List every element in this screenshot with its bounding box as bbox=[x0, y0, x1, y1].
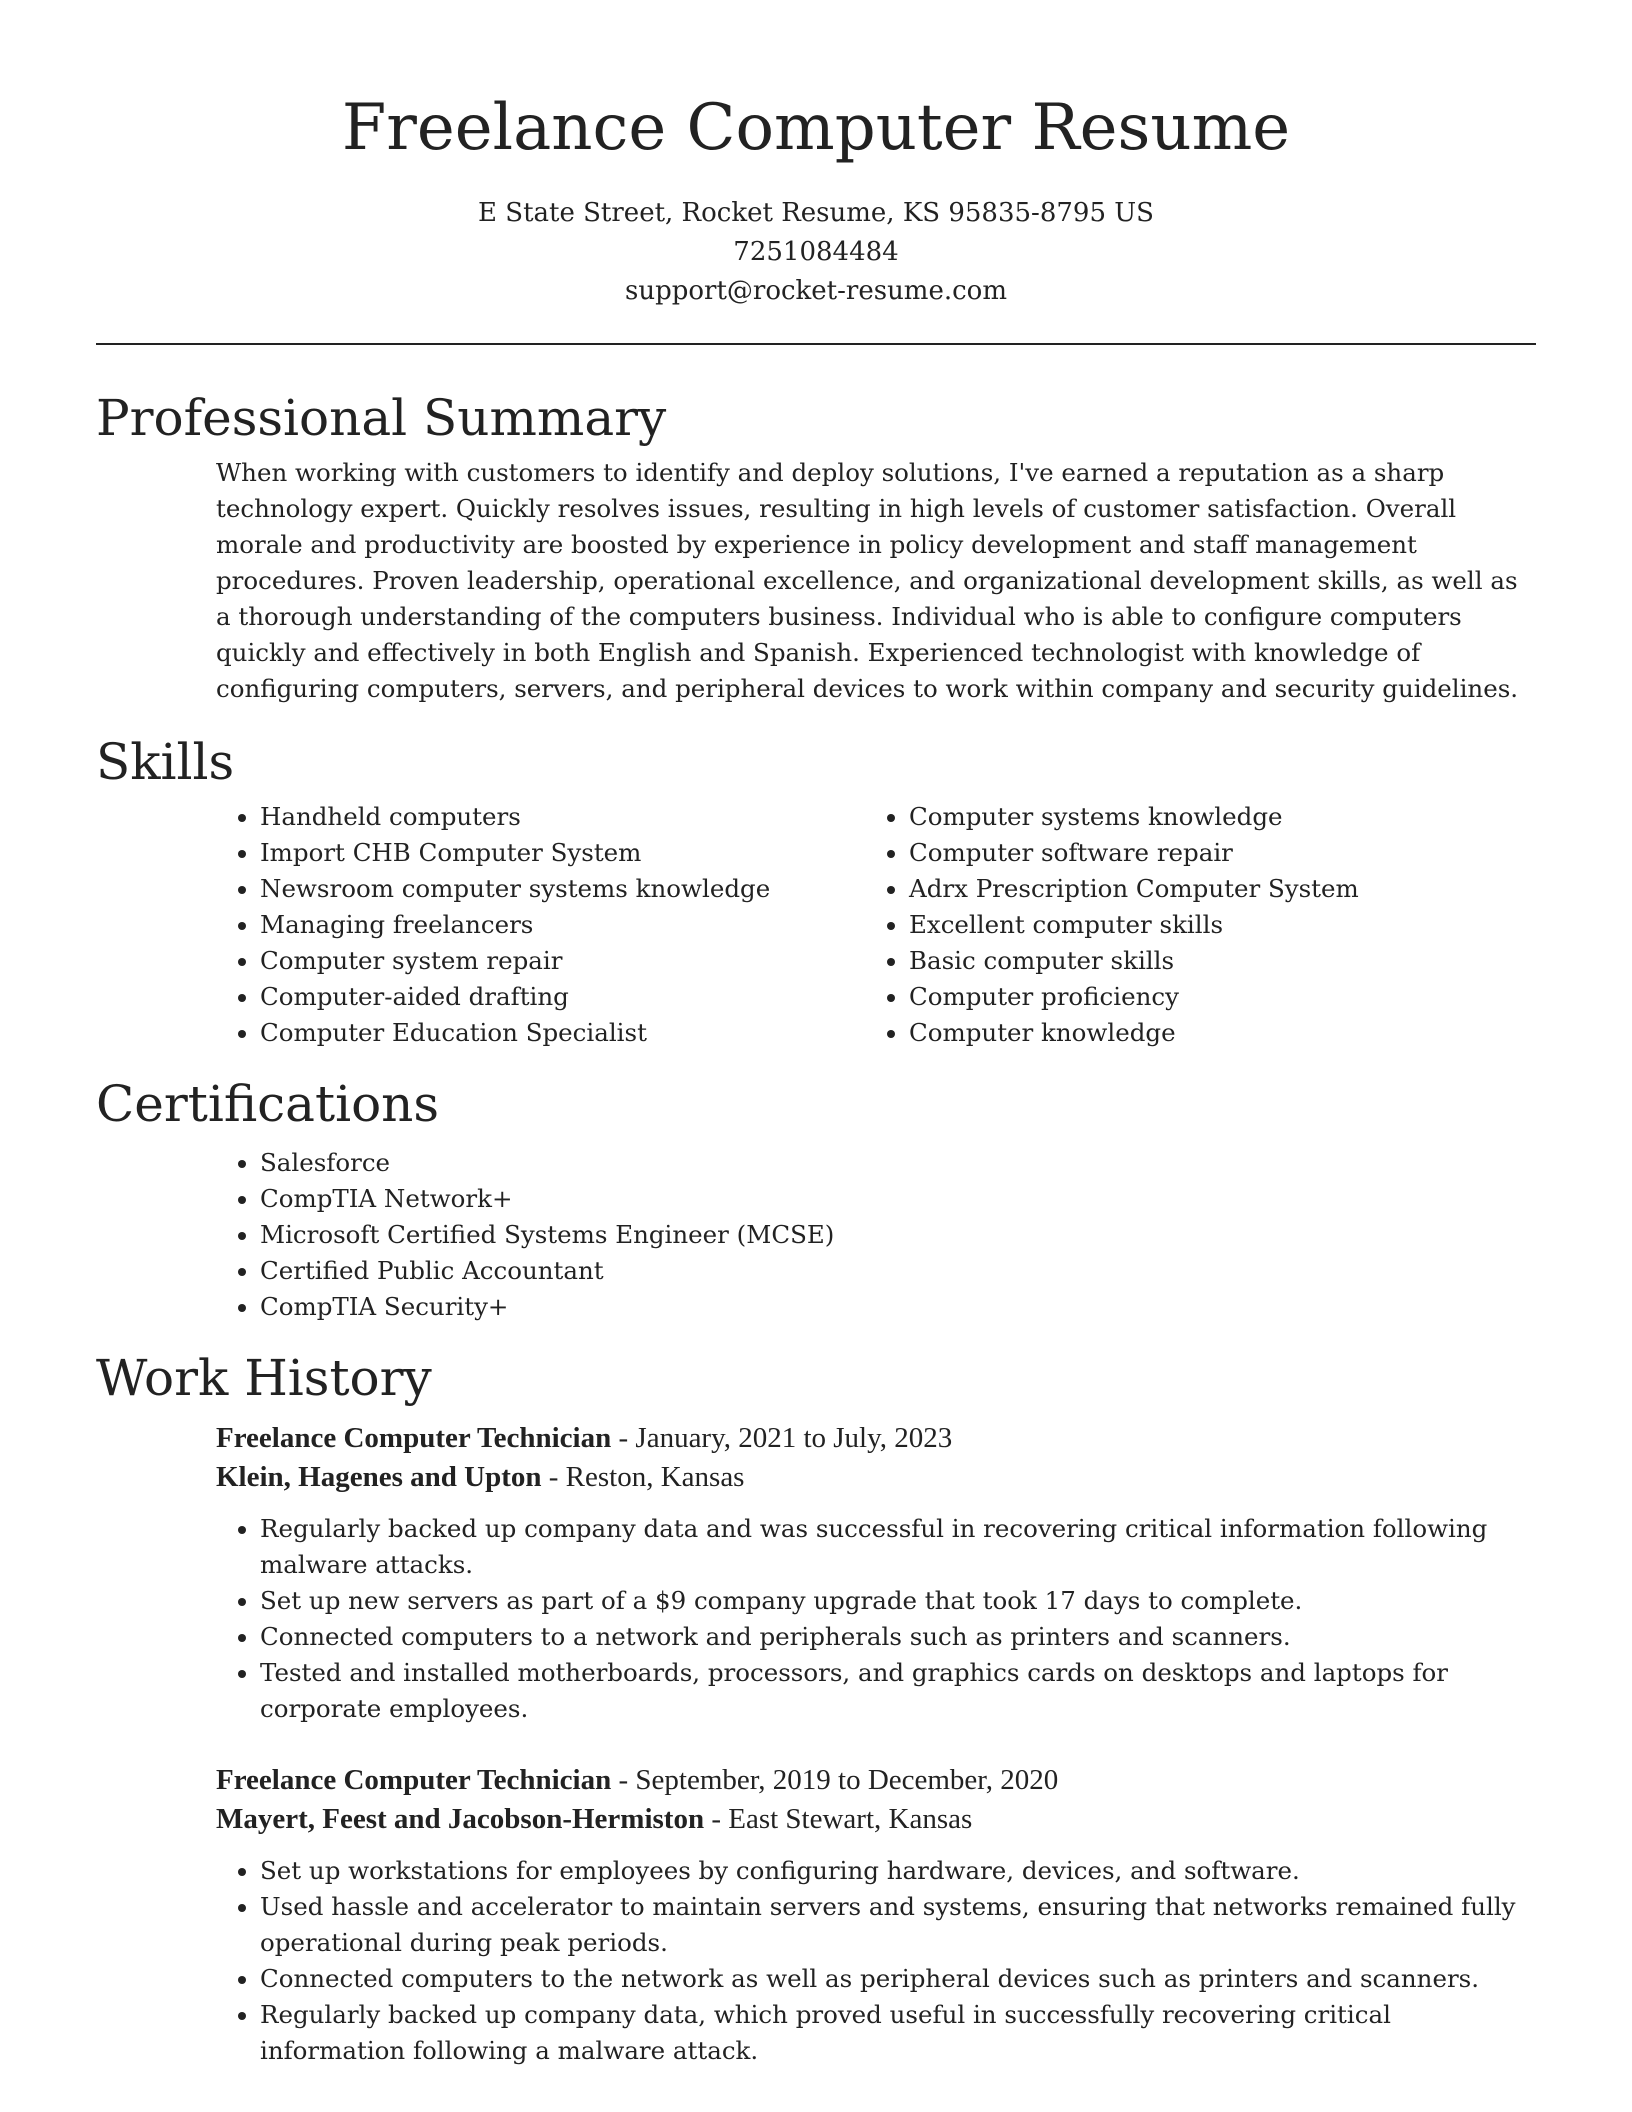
work-history-body bbox=[216, 1419, 1536, 2069]
header-divider bbox=[96, 343, 1536, 345]
skill-item: • Computer Education Specialist bbox=[260, 1015, 865, 1051]
contact-email: support@rocket-resume.com bbox=[624, 276, 1007, 306]
job-company-line bbox=[216, 1800, 1536, 1839]
job-dates: - September, 2019 to December, 2020 bbox=[611, 1764, 1059, 1796]
job-title-line bbox=[216, 1761, 1536, 1800]
contact-address: E State Street, Rocket Resume, KS 95835-8795 US bbox=[478, 198, 1154, 228]
job-dates: - January, 2021 to July, 2023 bbox=[611, 1422, 953, 1454]
job-company: Mayert, Feest and Jacobson-Hermiston bbox=[216, 1803, 705, 1835]
contact-phone: 7251084484 bbox=[733, 237, 899, 267]
job-title-line bbox=[216, 1419, 1536, 1458]
job-duty-item: • Tested and installed motherboards, processors, and graphics cards on desktops and laptops for corporate employees. bbox=[260, 1655, 1536, 1727]
skills-list-right bbox=[865, 799, 1514, 1051]
certification-item: • CompTIA Security+ bbox=[260, 1289, 1536, 1325]
resume-title: Freelance Computer Resume bbox=[341, 91, 1291, 165]
job-duty-item: • Regularly backed up company data and was successful in recovering critical information following malware attacks. bbox=[260, 1511, 1536, 1583]
skill-item: • Import CHB Computer System bbox=[260, 835, 865, 871]
job-duties-list bbox=[216, 1853, 1536, 2069]
skill-item: • Computer knowledge bbox=[909, 1015, 1514, 1051]
job-duty-item: • Connected computers to the network as well as peripheral devices such as printers and scanners. bbox=[260, 1961, 1536, 1997]
resume-page bbox=[96, 0, 1536, 2069]
skills-section bbox=[96, 731, 1536, 1051]
job-entry bbox=[216, 1761, 1536, 2069]
certifications-heading: Certifications bbox=[96, 1075, 440, 1133]
certification-item: • Microsoft Certified Systems Engineer (MCSE) bbox=[260, 1217, 1536, 1253]
skill-item: • Computer software repair bbox=[909, 835, 1514, 871]
skill-item: • Computer proficiency bbox=[909, 979, 1514, 1015]
skill-item: • Computer systems knowledge bbox=[909, 799, 1514, 835]
professional-summary-text: When working with customers to identify and deploy solutions, I've earned a reputation as a sharp technology expert. Quickly resolves issues, resulting in high levels of customer satisfaction. Overall morale and productivity are boosted by experience in policy development and staff management procedures. Proven leadership, operational excellence, and organizational development skills, as well as a thorough understanding of the computers business. Individual who is able to configure computers quickly and effectively in both English and Spanish. Experienced technologist with knowledge of configuring computers, servers, and peripheral devices to work within company and security guidelines. bbox=[216, 458, 1519, 703]
skills-heading: Skills bbox=[96, 733, 235, 791]
certification-item: • Certified Public Accountant bbox=[260, 1253, 1536, 1289]
job-duty-item: • Connected computers to a network and peripherals such as printers and scanners. bbox=[260, 1619, 1536, 1655]
skill-item: • Managing freelancers bbox=[260, 907, 865, 943]
job-company: Klein, Hagenes and Upton bbox=[216, 1461, 542, 1493]
resume-header bbox=[96, 0, 1536, 311]
contact-info bbox=[96, 194, 1536, 311]
certification-item: • CompTIA Network+ bbox=[260, 1181, 1536, 1217]
certifications-list bbox=[216, 1145, 1536, 1325]
job-duties-list bbox=[216, 1511, 1536, 1727]
professional-summary-heading: Professional Summary bbox=[96, 389, 667, 447]
skill-item: • Excellent computer skills bbox=[909, 907, 1514, 943]
professional-summary-section bbox=[96, 387, 1536, 707]
skills-grid bbox=[216, 799, 1536, 1051]
certification-item: • Salesforce bbox=[260, 1145, 1536, 1181]
job-duty-item: • Used hassle and accelerator to maintain servers and systems, ensuring that networks remained fully operational during peak periods. bbox=[260, 1889, 1536, 1961]
skill-item: • Computer system repair bbox=[260, 943, 865, 979]
skill-item: • Adrx Prescription Computer System bbox=[909, 871, 1514, 907]
job-duty-item: • Regularly backed up company data, which proved useful in successfully recovering critical information following a malware attack. bbox=[260, 1997, 1536, 2069]
certifications-section bbox=[96, 1073, 1536, 1325]
skill-item: • Basic computer skills bbox=[909, 943, 1514, 979]
professional-summary-body bbox=[216, 455, 1536, 707]
skills-body bbox=[216, 799, 1536, 1051]
work-history-section bbox=[96, 1347, 1536, 2069]
certifications-body bbox=[216, 1145, 1536, 1325]
job-duty-item: • Set up workstations for employees by configuring hardware, devices, and software. bbox=[260, 1853, 1536, 1889]
skill-item: • Handheld computers bbox=[260, 799, 865, 835]
job-title: Freelance Computer Technician bbox=[216, 1422, 612, 1454]
job-company-line bbox=[216, 1458, 1536, 1497]
job-location: - East Stewart, Kansas bbox=[704, 1803, 973, 1835]
skill-item: • Computer-aided drafting bbox=[260, 979, 865, 1015]
job-duty-item: • Set up new servers as part of a $9 company upgrade that took 17 days to complete. bbox=[260, 1583, 1536, 1619]
job-title: Freelance Computer Technician bbox=[216, 1764, 612, 1796]
job-location: - Reston, Kansas bbox=[541, 1461, 745, 1493]
job-entry bbox=[216, 1419, 1536, 1727]
skills-list-left bbox=[216, 799, 865, 1051]
work-history-heading: Work History bbox=[96, 1349, 432, 1407]
skill-item: • Newsroom computer systems knowledge bbox=[260, 871, 865, 907]
